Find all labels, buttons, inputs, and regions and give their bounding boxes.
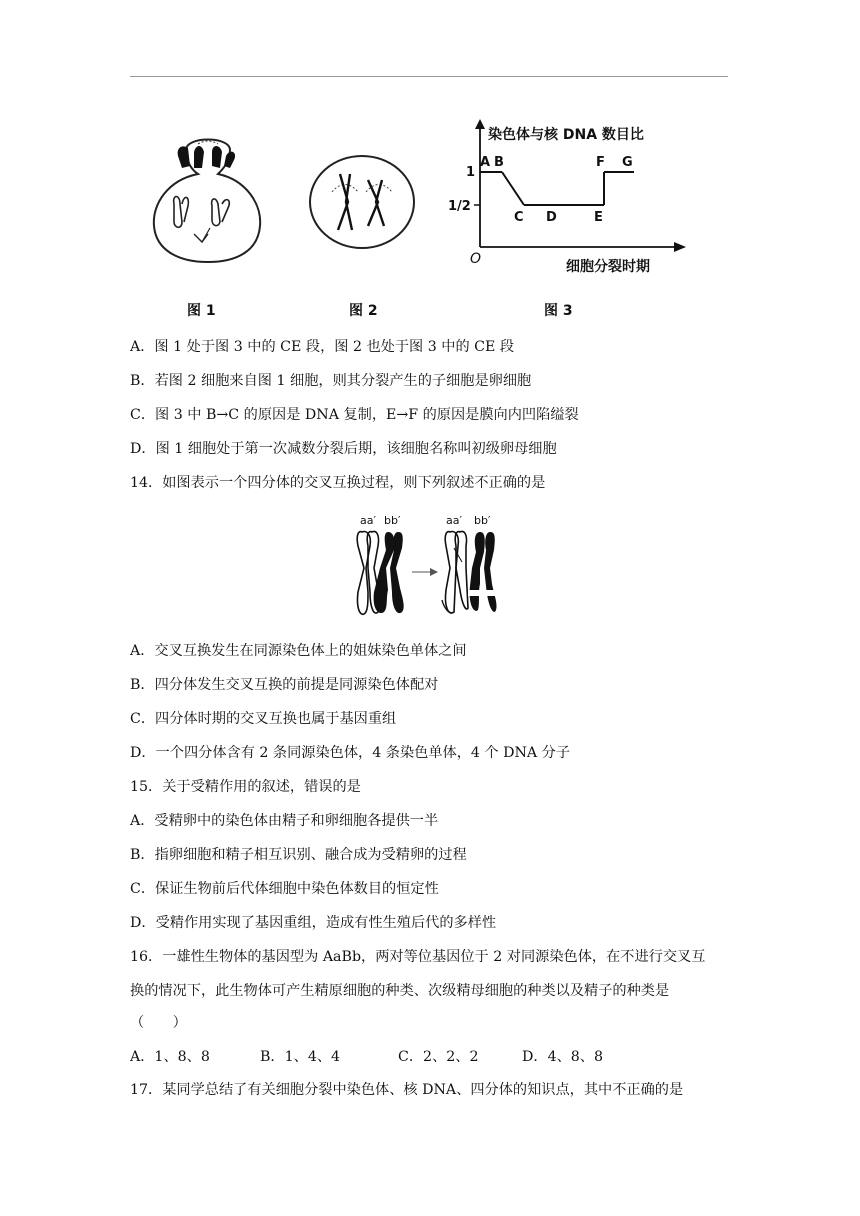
crossover-label-bb-right: bb′ — [474, 514, 491, 527]
header-rule — [130, 76, 728, 77]
q16-options — [130, 1046, 750, 1066]
figure-2-caption: 图 2 — [349, 303, 378, 319]
q16-option-b: B．1、4、4 — [260, 1049, 341, 1065]
crossover-label-aa-right: aa′ — [446, 514, 462, 527]
q16-option-c: C．2、2、2 — [398, 1049, 479, 1065]
crossover-label-bb-left: bb′ — [384, 514, 401, 527]
graph-y-tick-1: 1 — [466, 165, 476, 180]
crossover-diagram — [350, 512, 510, 620]
q16-option-d: D．4、8、8 — [522, 1049, 604, 1065]
figure-3-ratio-graph — [440, 115, 700, 280]
q13-option-b: B．若图 2 细胞来自图 1 细胞，则其分裂产生的子细胞是卵细胞 — [130, 373, 532, 389]
q14-option-c: C．四分体时期的交叉互换也属于基因重组 — [130, 711, 397, 727]
graph-point-f: F — [596, 155, 605, 170]
q15-option-d: D．受精作用实现了基因重组，造成有性生殖后代的多样性 — [130, 915, 497, 931]
q16-stem-line-1: 16．一雄性生物体的基因型为 AaBb，两对等位基因位于 2 对同源染色体，在不进行交叉互 — [130, 949, 706, 965]
graph-y-tick-half: 1/2 — [448, 199, 471, 214]
graph-point-d: D — [546, 210, 557, 225]
q15-stem: 15．关于受精作用的叙述，错误的是 — [130, 779, 361, 795]
q16-answer-paren: （ ） — [130, 1015, 187, 1031]
q13-option-c: C．图 3 中 B→C 的原因是 DNA 复制，E→F 的原因是膜向内凹陷缢裂 — [130, 407, 579, 423]
graph-origin: O — [470, 251, 482, 267]
graph-point-e: E — [594, 210, 603, 225]
graph-point-g: G — [622, 155, 633, 170]
q13-option-a: A．图 1 处于图 3 中的 CE 段，图 2 也处于图 3 中的 CE 段 — [130, 339, 515, 355]
q14-option-d: D．一个四分体含有 2 条同源染色体，4 条染色单体，4 个 DNA 分子 — [130, 745, 571, 761]
graph-y-title: 染色体与核 DNA 数目比 — [488, 127, 644, 143]
q15-option-c: C．保证生物前后代体细胞中染色体数目的恒定性 — [130, 881, 439, 897]
q13-option-d: D．图 1 细胞处于第一次减数分裂后期，该细胞名称叫初级卵母细胞 — [130, 441, 557, 457]
q17-stem: 17．某同学总结了有关细胞分裂中染色体、核 DNA、四分体的知识点，其中不正确的是 — [130, 1082, 684, 1098]
figure-3-caption: 图 3 — [544, 303, 573, 319]
q14-option-a: A．交叉互换发生在同源染色体上的姐妹染色单体之间 — [130, 643, 467, 659]
q16-option-a: A．1、8、8 — [130, 1049, 210, 1065]
graph-point-b: B — [494, 155, 504, 170]
crossover-label-aa-left: aa′ — [360, 514, 376, 527]
q14-stem: 14．如图表示一个四分体的交叉互换过程，则下列叙述不正确的是 — [130, 475, 546, 491]
figure-2-cell-diagram — [306, 152, 418, 252]
q14-option-b: B．四分体发生交叉互换的前提是同源染色体配对 — [130, 677, 439, 693]
figure-1-caption: 图 1 — [187, 303, 216, 319]
q15-option-b: B．指卵细胞和精子相互识别、融合成为受精卵的过程 — [130, 847, 467, 863]
q15-option-a: A．受精卵中的染色体由精子和卵细胞各提供一半 — [130, 813, 439, 829]
figure-1-cell-diagram — [146, 130, 270, 264]
graph-point-a: A — [480, 155, 491, 170]
q16-stem-line-2: 换的情况下，此生物体可产生精原细胞的种类、次级精母细胞的种类以及精子的种类是 — [130, 983, 670, 999]
graph-point-c: C — [514, 210, 524, 225]
graph-x-title: 细胞分裂时期 — [566, 259, 650, 275]
